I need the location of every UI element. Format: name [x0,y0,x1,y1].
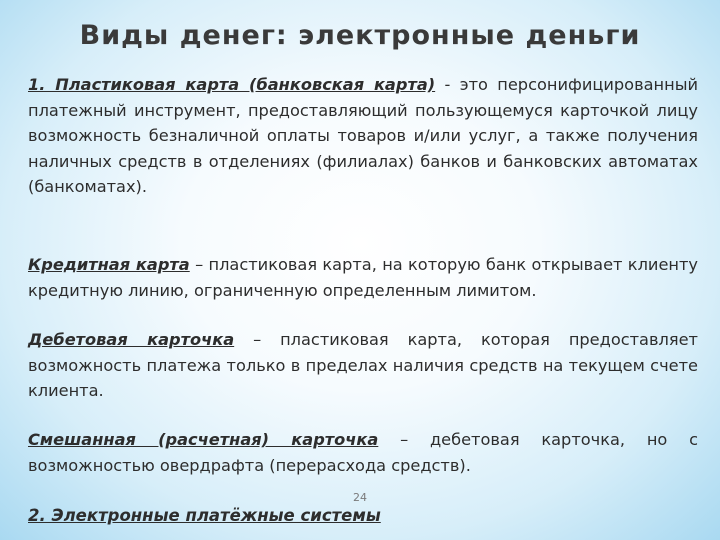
paragraph-mixed-card [28,427,698,478]
definition-mixed-card: – дебетовая карточка, но с возможностью овердрафта (перерасхода средств). [28,430,698,475]
term-plastic-card: 1. Пластиковая карта (банковская карта) [28,75,436,94]
paragraph-credit-card [28,252,698,303]
page-number: 24 [353,491,367,504]
definition-debit-card: – пластиковая карта, которая предоставляет возможность платежа только в пределах наличия средств на текущем счете клиента. [28,330,698,400]
term-mixed-card: Смешанная (расчетная) карточка [28,430,379,449]
definition-plastic-card: - это персонифицированный платежный инструмент, предоставляющий пользующемуся карточкой лицу возможность безналичной оплаты товаров и/или услуг, а также получения наличных средств в отделениях (филиалах) банков и банковских автоматах (банкоматах). [28,75,698,196]
term-credit-card: Кредитная карта [28,255,190,274]
paragraph-debit-card [28,327,698,404]
slide-title: Виды денег: электронные деньги [79,20,641,51]
next-section-heading: 2. Электронные платёжные системы [28,506,381,525]
paragraph-plastic-card [28,72,698,200]
term-debit-card: Дебетовая карточка [28,330,235,349]
definition-credit-card: – пластиковая карта, на которую банк открывает клиенту кредитную линию, ограниченную определенным лимитом. [28,255,698,300]
